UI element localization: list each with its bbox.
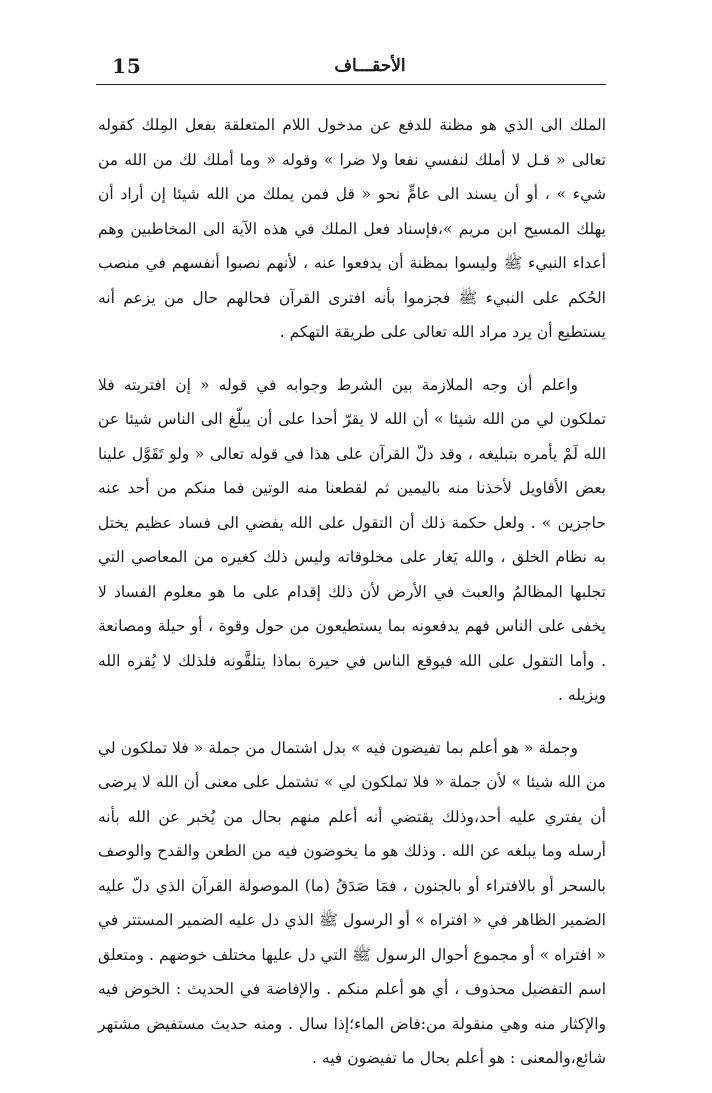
body-text	[98, 108, 606, 1076]
paragraph-2: واعلم أن وجه الملازمة بين الشرط وجوابه في قوله « إن افتريته فلا تملكون لي من الله شيئا » أن الله لا يقرّ أحدا على أن يبلّغ الى الناس شيئا عن الله لَمْ يأمره بتبليغه ، وقد دلّ القرآن على هذا في قوله تعالى « ولو تَقَوَّل علينا بعض الأقاويل لأخذنا منه باليمين ثم لقطعنا منه الوتين فما منكم من أحد عنه حاجزين » . ولعل حكمة ذلك أن التقول على الله يفضي الى فساد عظيم يختل به نظام الخلق ، والله يَغار على مخلوقاته وليس ذلك كغيره من المعاصي التي تجلبها المظالمُ والعبث في الأرض لأن ذلك إقدام على ما هو معلوم الفساد لا يخفى على الناس فهم يدفعونه بما يستطيعون من حول وقوة ، أو حيلة ومصانعة . وأما التقول على الله فيوقع الناس في حيرة بماذا يتلقَّونه فلذلك لا يُقره الله ويزيله .	[98, 375, 606, 704]
paragraph-1: الملك الى الذي هو مظنة للدفع عن مدخول اللام المتعلقة بفعل المِلك كقوله تعالى « قـل لا أملك لنفسي نفعا ولا ضرا » وقوله « وما أملك لك من الله من شيء » ، أو أن يسند الى عامٍّ نحو « قل فمن يملك من الله شيئا إن أراد أن يهلك المسيح ابن مريم »،فإسناد فعل الملك في هذه الآية الى المخاطبين وهم أعداء النبيء ﷺ وليسوا بمظنة أن يدفعوا عنه ، لأنهم نصبوا أنفسهم في منصب الحُكم على النبيء ﷺ فجزموا بأنه افترى القرآن فحالهم حال من يزعم أنه يستطيع أن يرد مراد الله تعالى على طريقة التهكم .	[98, 116, 606, 341]
paragraph-gap	[98, 713, 606, 731]
header-rule	[96, 84, 606, 85]
paragraph-gap	[98, 350, 606, 368]
paragraph-3: وجملة « هو أعلم بما تفيضون فيه » بدل اشتمال من جملة « فلا تملكون لي من الله شيئا » لأن جملة « فلا تملكون لي » تشتمل على معنى أن الله لا يرضى أن يفتري عليه أحد،وذلك يقتضي أنه أعلم منهم بحال من يُخبر عن الله بأنه أرسله وما يبلغه عن الله . وذلك هو ما يخوضون فيه من الطعن والقدح والوصف بالسحر أو بالافتراء أو بالجنون ، فمَا صَدَقُ (ما) الموصولة القرآن الذي دلّ عليه الضمير الظاهر في « افتراه » أو الرسول ﷺ الذي دل عليه الضمير المستتر في « افتراه » أو مجموع أحوال الرسول ﷺ التي دل عليها مختلف خوضهم . ومتعلق اسم التفضيل محذوف ، أي هو أعلم منكم . والإفاضة في الحديث : الخوض فيه والإكثار منه وهي منقولة من:فاض الماء؛إذا سال . ومنه حديث مستفيض مشتهر شائع،والمعنى : هو أعلم بحال ما تفيضون فيه .	[98, 738, 607, 1067]
page-number: 15	[112, 54, 142, 78]
running-title: الأحقـــاف	[334, 56, 406, 76]
